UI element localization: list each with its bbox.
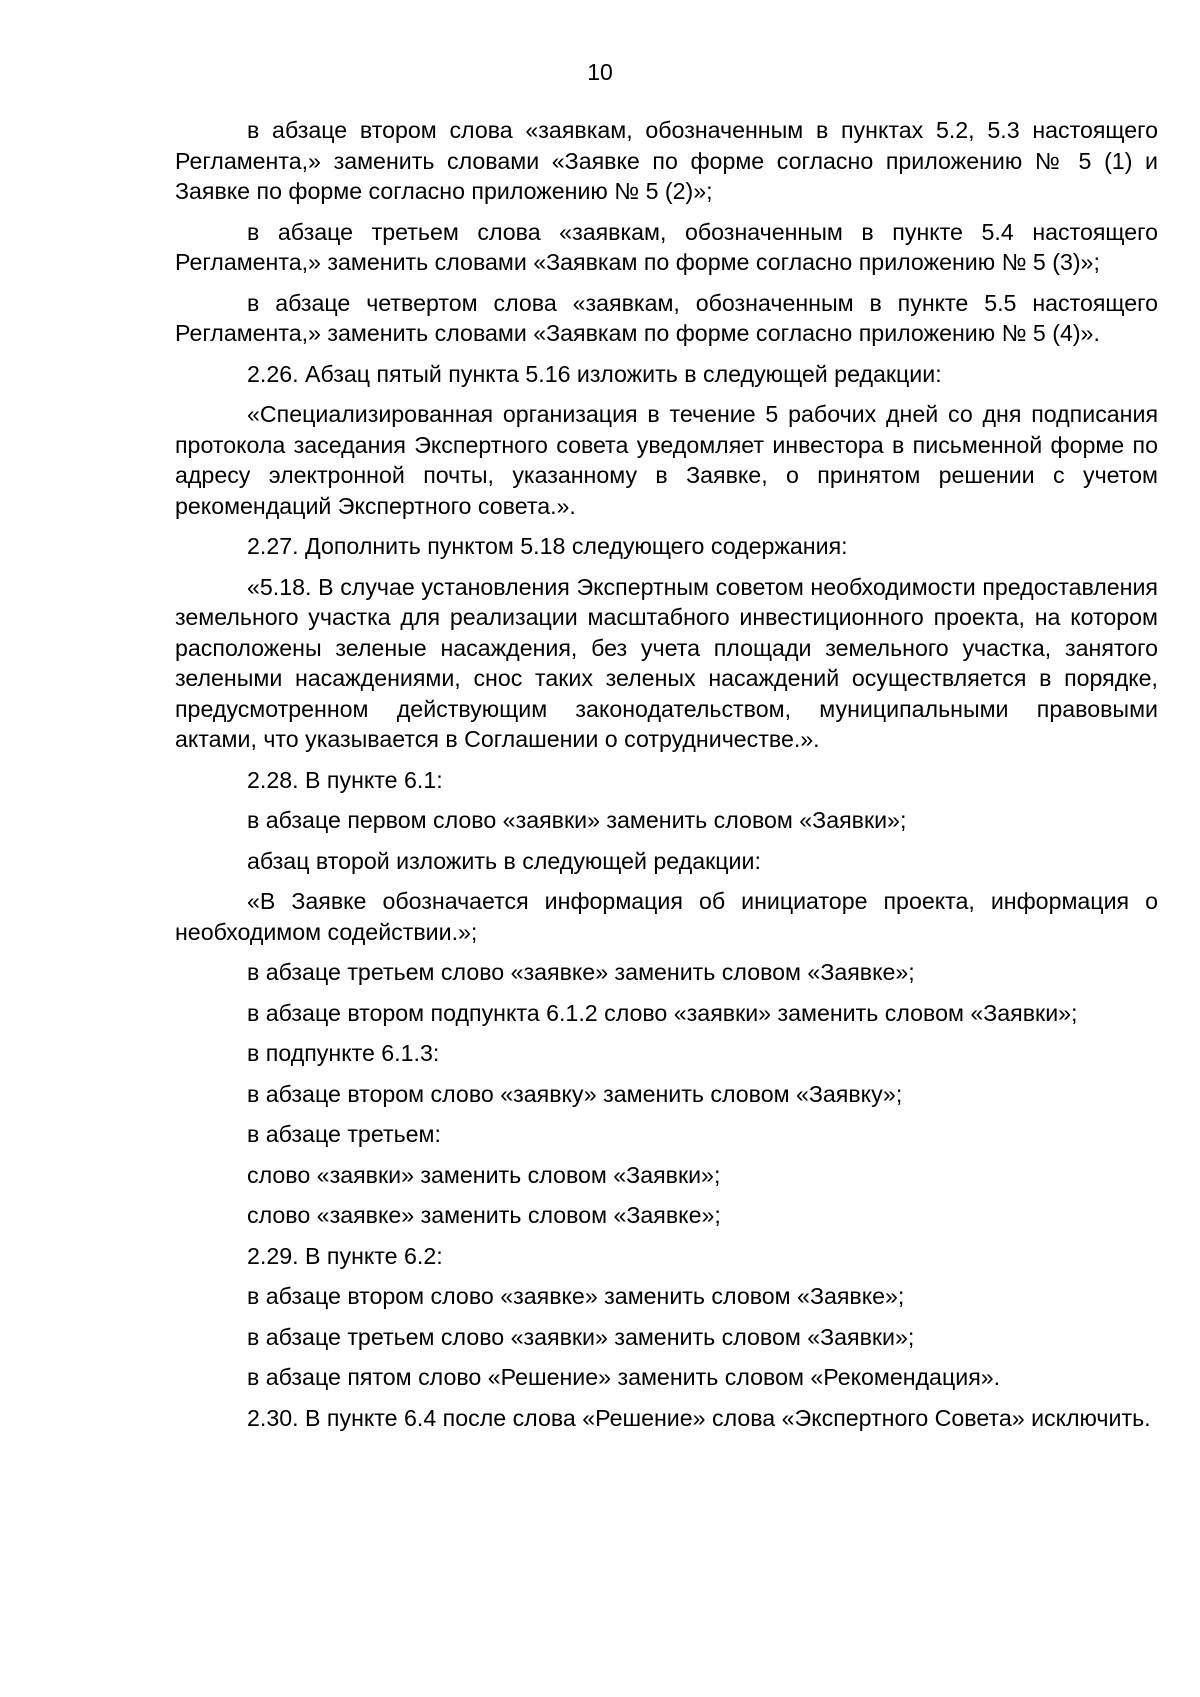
- paragraph: 2.26. Абзац пятый пункта 5.16 изложить в следующей редакции:: [247, 360, 942, 387]
- paragraph: «Специализированная организация в течение 5 рабочих дней со дня подписания протокола заседания Экспертного совета уведомляет инвестора в письменной форме по адресу электронной почты, указанному в Заявке, о принятом решении с учетом рекомендаций Экспертного совета.».: [175, 401, 1158, 519]
- paragraph: в абзаце пятом слово «Решение» заменить словом «Рекомендация».: [247, 1364, 1001, 1390]
- paragraph: «В Заявке обозначается информация об инициаторе проекта, информация о необходимом содействии.»;: [175, 888, 1158, 945]
- paragraph: в абзаце втором слово «заявку» заменить словом «Заявку»;: [247, 1080, 903, 1107]
- paragraph: 2.29. В пункте 6.2:: [247, 1242, 443, 1269]
- paragraph: в абзаце втором слово «заявке» заменить словом «Заявке»;: [247, 1283, 905, 1309]
- paragraph: в абзаце четвертом слова «заявкам, обозначенным в пункте 5.5 настоящего Регламента,» заменить словами «Заявкам по форме согласно приложению № 5 (4)».: [175, 289, 1158, 346]
- paragraph: в подпункте 6.1.3:: [247, 1040, 440, 1066]
- paragraph: в абзаце третьем слово «заявки» заменить словом «Заявки»;: [247, 1323, 915, 1350]
- paragraph: слово «заявке» заменить словом «Заявке»;: [247, 1202, 721, 1228]
- paragraph: в абзаце втором слова «заявкам, обозначенным в пунктах 5.2, 5.3 настоящего Регламента,» заменить словами «Заявке по форме согласно приложению № 5 (1) и Заявке по форме согласно приложению № 5 (2)»;: [175, 117, 1158, 204]
- paragraph: 2.28. В пункте 6.1:: [247, 766, 443, 793]
- paragraph: слово «заявки» заменить словом «Заявки»;: [247, 1161, 721, 1188]
- paragraph: в абзаце втором подпункта 6.1.2 слово «заявки» заменить словом «Заявки»;: [247, 999, 1078, 1026]
- paragraph: в абзаце первом слово «заявки» заменить словом «Заявки»;: [247, 807, 907, 833]
- paragraph: абзац второй изложить в следующей редакции:: [247, 847, 761, 874]
- page-number: 10: [587, 59, 613, 85]
- paragraph: 2.27. Дополнить пунктом 5.18 следующего содержания:: [247, 533, 848, 559]
- paragraph: в абзаце третьем слова «заявкам, обозначенным в пункте 5.4 настоящего Регламента,» заменить словами «Заявкам по форме согласно приложению № 5 (3)»;: [175, 218, 1158, 275]
- paragraph: 2.30. В пункте 6.4 после слова «Решение» слова «Экспертного Совета» исключить.: [247, 1404, 1151, 1431]
- paragraph: в абзаце третьем:: [247, 1121, 441, 1147]
- document-body: [175, 115, 1158, 1433]
- paragraph: «5.18. В случае установления Экспертным советом необходимости предоставления земельного участка для реализации масштабного инвестиционного проекта, на котором расположены зеленые насаждения, без учета площади земельного участка, занятого зелеными насаждениями, снос таких зеленых насаждений осуществляется в порядке, предусмотренном действующим законодательством, муниципальными правовыми актами, что указывается в Соглашении о сотрудничестве.».: [175, 573, 1158, 752]
- paragraph: в абзаце третьем слово «заявке» заменить словом «Заявке»;: [247, 959, 915, 985]
